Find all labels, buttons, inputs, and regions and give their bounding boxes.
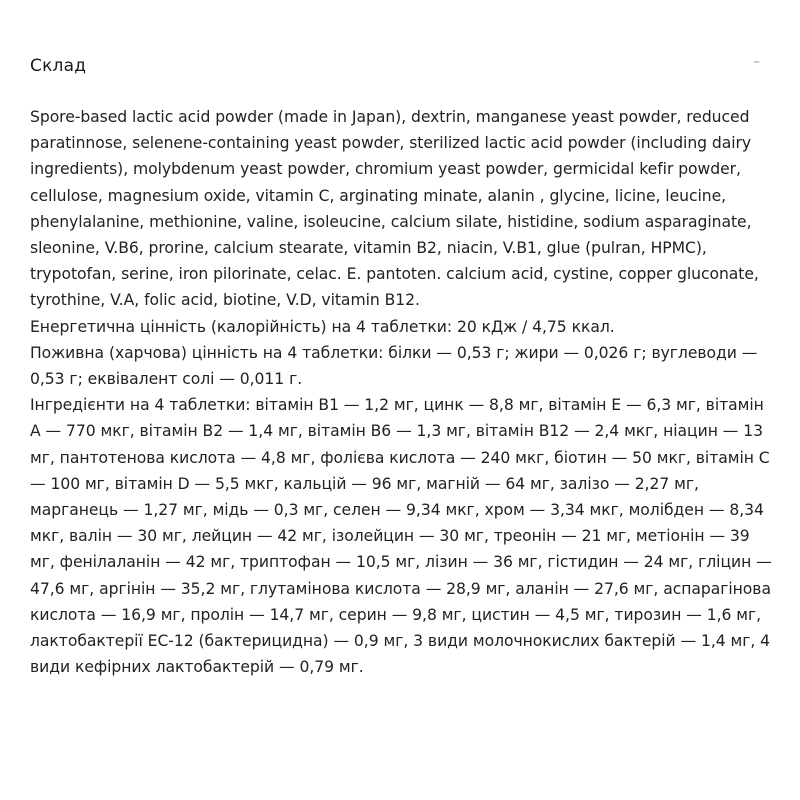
- ingredients-english: Spore-based lactic acid powder (made in Japan), dextrin, manganese yeast powder, reduced paratinnose, selenene-containing yeast powder, sterilized lactic acid powder (including dairy ingredients), molybdenum yeast powder, chromium yeast powder, germicidal kefir powder, cellulose, magnesium oxide, vitamin C, arginating minate, alanin , glycine, licine, leucine, phenylalanine, methionine, valine, isoleucine, calcium silate, histidine, sodium asparaginate, sleonine, V.B6, prorine, calcium stearate, vitamin B2, niacin, V.B1, glue (pulran, HPMC), trypotofan, serine, iron pilorinate, celac. E. pantoten. calcium acid, cystine, copper gluconate, tyrothine, V.A, folic acid, biotine, V.D, vitamin B12.: [30, 108, 759, 310]
- nutrition-value: Поживна (харчова) цінність на 4 таблетки: білки — 0,53 г; жири — 0,026 г; вуглеводи — 0,53 г; еквівалент солі — 0,011 г.: [30, 343, 758, 389]
- ingredients-per-tablets: Інгредієнти на 4 таблетки: вітамін В1 — 1,2 мг, цинк — 8,8 мг, вітамін Е — 6,3 мг, вітамін А — 770 мкг, вітамін В2 — 1,4 мг, вітамін В6 — 1,3 мг, вітамін В12 — 2,4 мкг, ніацин — 13 мг, пантотенова кислота — 4,8 мг, фолієва кислота — 240 мкг, біотин — 50 мкг, вітамін С — 100 мг, вітамін D — 5,5 мкг, кальцій — 96 мг, магній — 64 мг, залізо — 2,27 мг, марганець — 1,27 мг, мідь — 0,3 мг, селен — 9,34 мкг, хром — 3,34 мкг, молібден — 8,34 мкг, валін — 30 мг, лейцин — 42 мг, ізолейцин — 30 мг, треонін — 21 мг, метіонін — 39 мг, фенілаланін — 42 мг, триптофан — 10,5 мг, лізин — 36 мг, гістидин — 24 мг, гліцин — 47,6 мг, аргінін — 35,2 мг, глутамінова кислота — 28,9 мг, аланін — 27,6 мг, аспарагінова кислота — 16,9 мг, пролін — 14,7 мг, серин — 9,8 мг, цистин — 4,5 мг, тирозин — 1,6 мг, лактобактерії ЕС-12 (бактерицидна) — 0,9 мг, 3 види молочнокислих бактерій — 1,4 мг, 4 види кефірних лактобактерій — 0,79 мг.: [30, 396, 772, 677]
- collapse-icon[interactable]: –: [753, 54, 760, 70]
- accordion-header-composition[interactable]: [30, 48, 762, 84]
- energy-value: Енергетична цінність (калорійність) на 4 таблетки: 20 кДж / 4,75 ккал.: [30, 317, 615, 336]
- accordion-body: [30, 104, 775, 680]
- accordion-title: Склад: [30, 56, 87, 76]
